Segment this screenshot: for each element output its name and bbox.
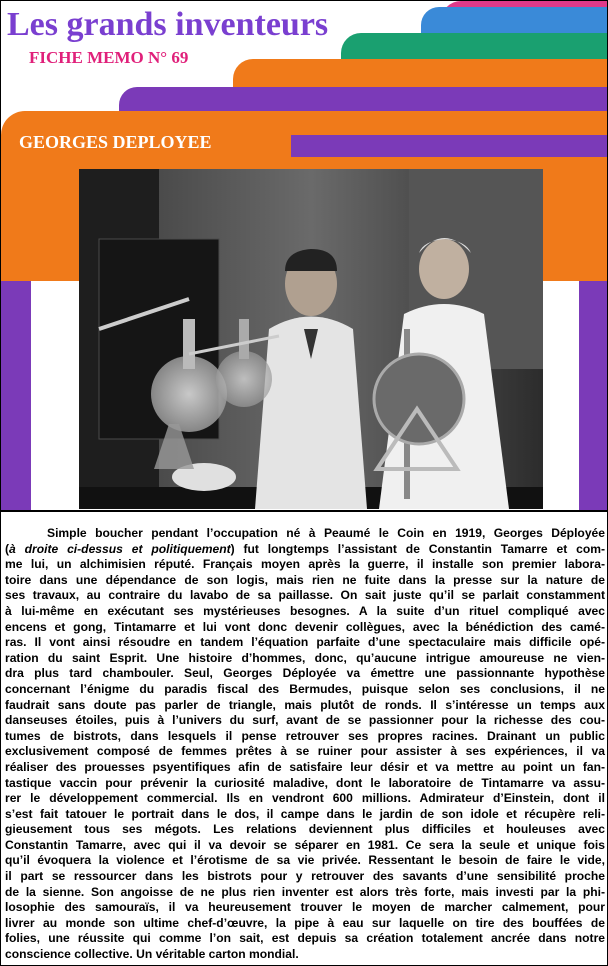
article-line: ses travaux, au contraire du lavabo de sa paillasse. On sait juste qu’il se parlait constamment bbox=[5, 588, 605, 603]
article-body bbox=[5, 526, 605, 963]
article-line: danseuses étoiles, puis à l’univers du surf, avant de se passionner pour la richesse des cou- bbox=[5, 713, 605, 728]
article-line: concernant l’énigme du paradis fiscal des Bermudes, puisque selon ses conclusions, il ne bbox=[5, 681, 605, 696]
memo-number: FICHE MEMO N° 69 bbox=[29, 48, 189, 67]
left-column-purple bbox=[1, 281, 31, 510]
right-column-purple bbox=[579, 281, 607, 510]
article-line: ras. Il vont ainsi résoudre en tandem l’équation parfaite d’une spectaculaire mais difficile opé- bbox=[5, 635, 605, 650]
article-line: ration du saint Esprit. Une histoire d’hommes, donc, qu’aucune intrigue amoureuse ne vien- bbox=[5, 650, 605, 665]
article-line: tumes de bistrots, dans lesquels il pense retrouver ses propres racines. Drainant un public bbox=[5, 728, 605, 743]
article-line: livrer au monde son ultime chef-d’œuvre, la pipe à eau sur laquelle on tire des bouffées de bbox=[5, 915, 605, 930]
article-line: exclusivement composé de femmes prêtes à se ruiner pour assister à ses expériences, il va bbox=[5, 744, 605, 759]
article-line: réaliser des prouesses psyentifiques afin de satisfaire leur désir et va mettre au point un fan- bbox=[5, 759, 605, 774]
article-line: Simple boucher pendant l’occupation né à Peaumé le Coin en 1919, Georges Déployée bbox=[47, 526, 605, 540]
page-title: Les grands inventeurs bbox=[7, 6, 329, 43]
article-line: dra plus tard chambouler. Seul, Georges Déployée va émettre une passionnante hypothèse bbox=[5, 666, 605, 681]
article-line: s’est fait tatouer le portrait dans le dos, il campe dans le jardin de son idole et récupère reli- bbox=[5, 806, 605, 821]
article-line: losophie des samouraïs, il va heureusement trouver le moyen de marcher calmement, pour bbox=[5, 900, 605, 915]
article-line: conscience collective. Un véritable carton mondial. bbox=[5, 947, 299, 962]
article-line: (à droite ci-dessus et politiquement) fut longtemps l’assistant de Constantin Tamarre et com- bbox=[5, 541, 605, 556]
article-line: Constantin Tamarre, avec qui il va devoir se séparer en 1981. Ce sera la seule et unique fois bbox=[5, 837, 605, 852]
article-line: il part se ressourcer dans les bistrots pour y retrouver des savants d’une sensibilité proche bbox=[5, 869, 605, 884]
article-line: encens et gong, Tintamarre et lui vont donc devenir collègues, avec la bénédiction des camé- bbox=[5, 619, 605, 634]
article-line: toire dans une dépendance de son logis, mais rien ne fuite dans la presse sur la nature de bbox=[5, 572, 605, 587]
article-line: à lui-même en exécutant ses mystérieuses besognes. A la suite d’un rituel compliqué avec bbox=[5, 603, 605, 618]
left-column-white bbox=[31, 281, 79, 510]
header-banner bbox=[1, 1, 607, 511]
right-column-orange bbox=[543, 161, 607, 281]
article-line: tastique vaccin pour prévenir la curiosité maladive, dont le laboratoire de Tintamarre va assu- bbox=[5, 775, 605, 790]
inventor-name: GEORGES DEPLOYEE bbox=[19, 132, 212, 152]
laboratory-photo bbox=[79, 169, 543, 509]
article-line: de la sienne. Son angoisse de ne plus rien inventer est alors très forte, mais investi par la phi- bbox=[5, 884, 605, 899]
article-line: gieusement tous ses mégots. Les relations deviennent plus difficiles et houleuses avec bbox=[5, 822, 605, 837]
article-line: rer le développement commercial. Ils en vendront 600 millions. Admirateur d’Einstein, dont il bbox=[5, 791, 605, 806]
section-divider bbox=[1, 510, 607, 512]
left-column-orange bbox=[1, 161, 79, 281]
article-line: me lui, un alchimisien réputé. Français moyen après la guerre, il installe son premier labora- bbox=[5, 557, 605, 572]
laboratory-photo-graphic bbox=[79, 169, 543, 509]
band-purple-strip bbox=[291, 135, 607, 157]
article-line: qu’il évoquera la violence et l’érotisme de sa vie privée. Ressentant le besoin de faire le vide, bbox=[5, 853, 605, 868]
right-column-white bbox=[543, 281, 579, 510]
article-line: faudrait sans doute pas parler de triangle, mais plutôt de ronds. Il s’intéresse un temps aux bbox=[5, 697, 605, 712]
article-line: folies, une réussite qui comme l’on sait, est depuis sa création totalement ancrée dans notre bbox=[5, 931, 605, 946]
